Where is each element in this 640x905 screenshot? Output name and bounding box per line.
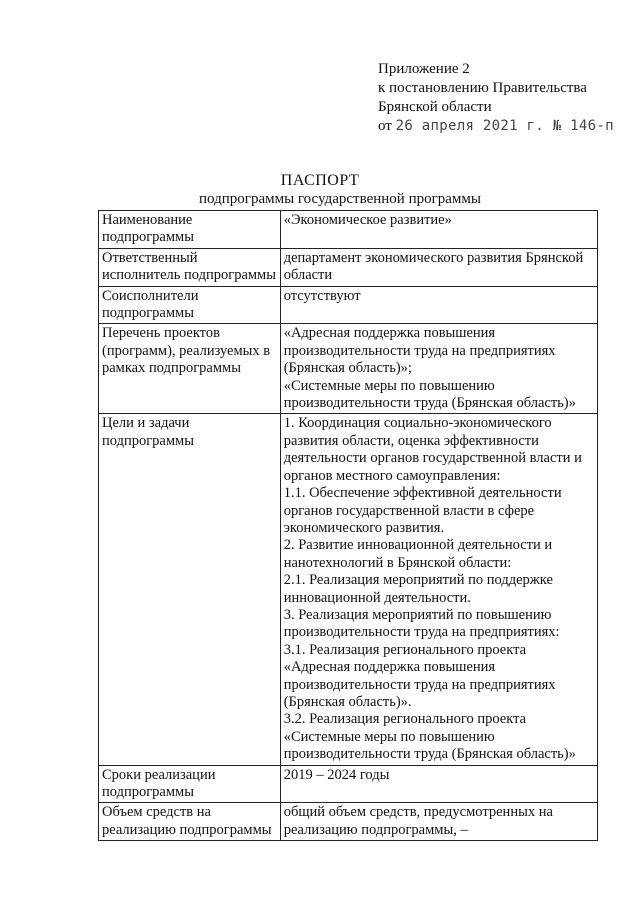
- value-paragraph: 3. Реализация мероприятий по повышению производительности труда на предприятиях:: [283, 606, 560, 641]
- value-paragraph: 2019 – 2024 годы: [283, 766, 390, 783]
- value-paragraph: 3.2. Реализация регионального проекта «Системные меры по повышению производительности труда (Брянская область)»: [283, 711, 576, 763]
- table-row: [99, 324, 598, 414]
- value-paragraph: общий объем средств, предусмотренных на реализацию подпрограммы, –: [283, 804, 553, 838]
- row-label-period: Сроки реализации подпрограммы: [99, 765, 281, 803]
- row-label-executor: Ответственный исполнитель подпрограммы: [99, 248, 281, 286]
- value-paragraph: отсутствуют: [283, 287, 361, 304]
- value-paragraph: «Адресная поддержка повышения производительности труда на предприятиях (Брянская область)»;: [283, 325, 556, 377]
- value-paragraph: 1. Координация социально-экономического развития области, оценка эффективности деятельности органов государственной власти и органов местного самоуправления:: [283, 415, 582, 484]
- row-label-name: Наименование подпрограммы: [99, 211, 281, 249]
- date-prefix: от: [378, 118, 392, 134]
- value-paragraph: «Экономическое развитие»: [283, 212, 452, 228]
- row-value-executor: [280, 248, 597, 286]
- row-value-funding: [280, 803, 597, 841]
- row-label-goals: Цели и задачи подпрограммы: [99, 414, 281, 765]
- passport-table: [98, 210, 598, 841]
- appendix-number: Приложение 2: [378, 61, 470, 77]
- appendix-date-line: [378, 117, 614, 136]
- appendix-resolution: к постановлению Правительства: [378, 80, 587, 96]
- value-paragraph: 2. Развитие инновационной деятельности и нанотехнологий в Брянской области:: [283, 537, 553, 571]
- value-paragraph: 2.1. Реализация мероприятий по поддержке инновационной деятельности.: [283, 572, 553, 606]
- row-value-name: [280, 211, 597, 249]
- row-value-coexecutors: [280, 286, 597, 324]
- table-row: [99, 803, 598, 841]
- row-value-period: [280, 765, 597, 803]
- table-row: [99, 248, 598, 286]
- row-label-projects: Перечень проектов (программ), реализуемых в рамках подпрограммы: [99, 324, 281, 414]
- value-paragraph: 3.1. Реализация регионального проекта «Адресная поддержка повышения производительности труда на предприятиях (Брянская область)».: [283, 641, 556, 710]
- row-value-projects: [280, 324, 597, 414]
- table-row: [99, 286, 598, 324]
- row-value-goals: [280, 414, 597, 765]
- value-paragraph: «Системные меры по повышению производительности труда (Брянская область)»: [283, 377, 576, 412]
- value-paragraph: департамент экономического развития Брянской области: [283, 249, 584, 284]
- document-title: [0, 172, 640, 208]
- row-label-coexecutors: Соисполнители подпрограммы: [99, 286, 281, 324]
- appendix-region: Брянской области: [378, 99, 492, 115]
- value-paragraph: 1.1. Обеспечение эффективной деятельности органов государственной власти в сфере экономического развития.: [283, 485, 562, 536]
- table-row: [99, 414, 598, 765]
- row-label-funding: Объем средств на реализацию подпрограммы: [99, 803, 281, 841]
- table-row: [99, 765, 598, 803]
- table-row: [99, 211, 598, 249]
- passport-title: ПАСПОРТ: [280, 172, 360, 189]
- appendix-header: [378, 60, 614, 136]
- date-stamp: 26 апреля 2021 г. № 146-п: [395, 118, 614, 134]
- passport-subtitle: подпрограммы государственной программы: [199, 191, 481, 207]
